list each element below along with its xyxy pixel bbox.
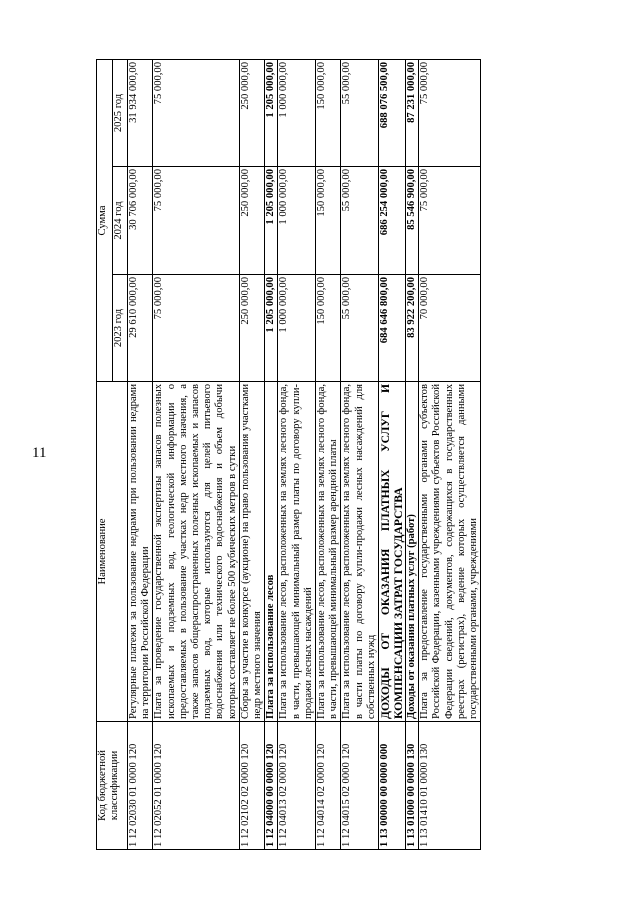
row-name: Плата за использование лесов, расположенных на землях лесного фонда, в части платы по договору купли-продажи лесных насаждений для собственных нужд (341, 382, 379, 722)
row-value-2024: 686 254 000,00 (379, 167, 406, 275)
table-row (278, 59, 316, 849)
row-value-2025: 688 076 500,00 (379, 59, 406, 166)
row-name: Сборы за участие в конкурсе (аукционе) на право пользования участками недр местного значения (239, 382, 264, 722)
row-code: 1 13 01410 01 0000 130 (419, 722, 481, 850)
row-value-2023: 83 922 200,00 (406, 275, 419, 382)
header-sum: Сумма (97, 59, 113, 381)
row-value-2023: 1 205 000,00 (265, 275, 278, 382)
row-code: 1 12 02030 01 0000 120 (128, 722, 153, 850)
header-year-2023: 2023 год (113, 275, 128, 382)
page-number: 11 (32, 445, 47, 461)
row-value-2023: 684 646 800,00 (379, 275, 406, 382)
header-row (97, 59, 113, 849)
table-row (153, 59, 239, 849)
table-row (239, 59, 264, 849)
header-code: Код бюджетной классификации (97, 722, 128, 850)
row-name: Плата за использование лесов, расположенных на землях лесного фонда, в части, превышающей минимальный размер платы по договору купли-продажи лесных насаждений (278, 382, 316, 722)
row-code: 1 12 02052 01 0000 120 (153, 722, 239, 850)
row-value-2023: 55 000,00 (341, 275, 379, 382)
row-value-2024: 1 000 000,00 (278, 167, 316, 275)
row-value-2024: 1 205 000,00 (265, 167, 278, 275)
table-row (316, 59, 341, 849)
table-row-section-total (379, 59, 406, 849)
header-year-2024: 2024 год (113, 167, 128, 275)
row-name: Плата за использование лесов (265, 382, 278, 722)
row-value-2025: 31 934 000,00 (128, 59, 153, 166)
row-value-2024: 75 000,00 (153, 167, 239, 275)
row-value-2024: 150 000,00 (316, 167, 341, 275)
row-code: 1 12 04014 02 0000 120 (316, 722, 341, 850)
row-value-2024: 250 000,00 (239, 167, 264, 275)
row-code: 1 12 04000 00 0000 120 (265, 722, 278, 850)
table-row (419, 59, 481, 849)
table-row-subtotal (265, 59, 278, 849)
row-value-2024: 75 000,00 (419, 167, 481, 275)
table-row (341, 59, 379, 849)
row-value-2023: 150 000,00 (316, 275, 341, 382)
row-name: ДОХОДЫ ОТ ОКАЗАНИЯ ПЛАТНЫХ УСЛУГ И КОМПЕНСАЦИИ ЗАТРАТ ГОСУДАРСТВА (379, 382, 406, 722)
row-code: 1 12 04013 02 0000 120 (278, 722, 316, 850)
row-name: Доходы от оказания платных услуг (работ) (406, 382, 419, 722)
header-year-2025: 2025 год (113, 59, 128, 166)
row-value-2025: 75 000,00 (419, 59, 481, 166)
row-value-2023: 29 610 000,00 (128, 275, 153, 382)
row-value-2024: 30 706 000,00 (128, 167, 153, 275)
table-row (128, 59, 153, 849)
row-value-2023: 1 000 000,00 (278, 275, 316, 382)
table-row-subtotal (406, 59, 419, 849)
row-value-2024: 85 546 900,00 (406, 167, 419, 275)
row-name: Плата за предоставление государственными органами субъектов Российской Федерации, казенными учреждениями субъектов Российской Федерации сведений, документов, содержащихся в государственных реестрах (регистрах), ведение которых осуществляется данными государственными органами, учреждениями (419, 382, 481, 722)
row-code: 1 12 04015 02 0000 120 (341, 722, 379, 850)
row-code: 1 13 01000 00 0000 130 (406, 722, 419, 850)
row-value-2025: 55 000,00 (341, 59, 379, 166)
row-name: Регулярные платежи за пользование недрами при пользовании недрами на территории Российской Федерации (128, 382, 153, 722)
row-code: 1 13 00000 00 0000 000 (379, 722, 406, 850)
budget-table (96, 59, 481, 850)
row-value-2024: 55 000,00 (341, 167, 379, 275)
row-value-2025: 150 000,00 (316, 59, 341, 166)
row-value-2023: 70 000,00 (419, 275, 481, 382)
row-value-2025: 87 231 000,00 (406, 59, 419, 166)
row-value-2025: 75 000,00 (153, 59, 239, 166)
row-name: Плата за проведение государственной экспертизы запасов полезных ископаемых и подземных вод, геологической информации о предоставляемых в пользование участках недр местного значения, а также запасов общераспространенных полезных ископаемых и запасов подземных вод, которые используются для целей питьевого водоснабжения или технического водоснабжения и объем добычи которых составляет не более 500 кубических метров в сутки (153, 382, 239, 722)
row-value-2025: 1 205 000,00 (265, 59, 278, 166)
row-value-2025: 1 000 000,00 (278, 59, 316, 166)
rotated-table-container (96, 60, 496, 850)
row-value-2025: 250 000,00 (239, 59, 264, 166)
row-value-2023: 250 000,00 (239, 275, 264, 382)
row-name: Плата за использование лесов, расположенных на землях лесного фонда, в части, превышающей минимальный размер арендной платы (316, 382, 341, 722)
row-value-2023: 75 000,00 (153, 275, 239, 382)
row-code: 1 12 02102 02 0000 120 (239, 722, 264, 850)
header-name: Наименование (97, 382, 128, 722)
